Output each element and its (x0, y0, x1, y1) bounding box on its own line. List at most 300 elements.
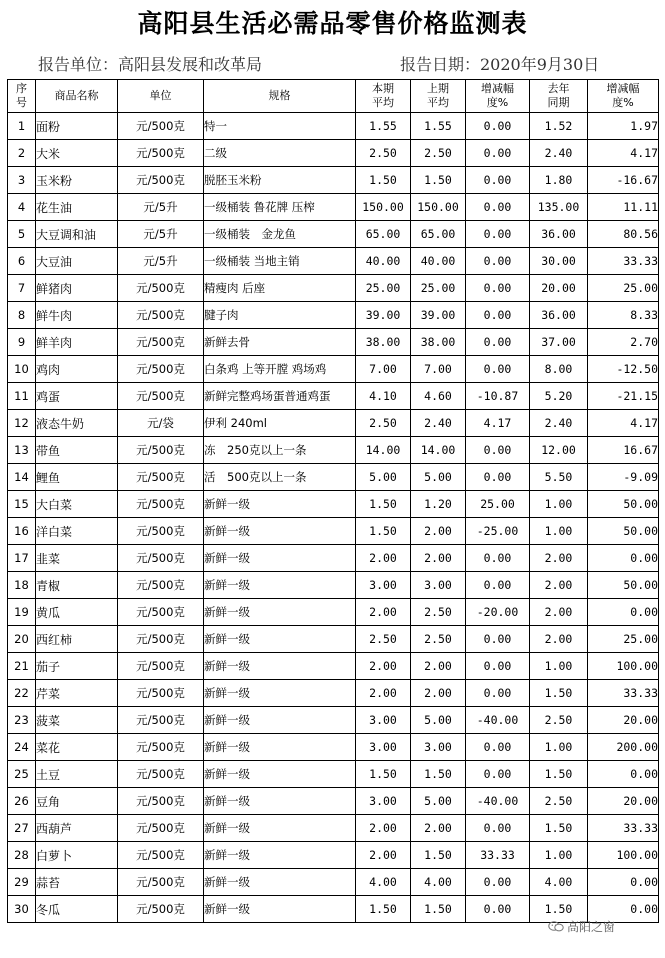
cell-idx: 25 (8, 761, 36, 788)
cell-change-pct: 0.00 (466, 680, 530, 707)
cell-unit: 元/500克 (118, 437, 204, 464)
cell-yoy-pct: 11.11 (588, 194, 659, 221)
cell-idx: 16 (8, 518, 36, 545)
cell-current-avg: 38.00 (356, 329, 411, 356)
table-row (8, 518, 659, 545)
cell-idx: 11 (8, 383, 36, 410)
cell-spec: 新鲜一级 (204, 707, 356, 734)
cell-change-pct: 0.00 (466, 275, 530, 302)
cell-unit: 元/500克 (118, 545, 204, 572)
cell-last-year: 1.50 (530, 815, 588, 842)
cell-prev-avg: 1.20 (411, 491, 466, 518)
table-row (8, 869, 659, 896)
cell-change-pct: -20.00 (466, 599, 530, 626)
table-row (8, 842, 659, 869)
cell-prev-avg: 40.00 (411, 248, 466, 275)
cell-unit: 元/5升 (118, 221, 204, 248)
header-current-avg: 本期平均 (356, 80, 411, 113)
table-row (8, 194, 659, 221)
cell-spec: 新鲜一级 (204, 788, 356, 815)
cell-name: 黄瓜 (36, 599, 118, 626)
cell-current-avg: 2.00 (356, 599, 411, 626)
cell-prev-avg: 25.00 (411, 275, 466, 302)
cell-spec: 脱胚玉米粉 (204, 167, 356, 194)
cell-yoy-pct: -9.09 (588, 464, 659, 491)
cell-yoy-pct: -12.50 (588, 356, 659, 383)
table-row (8, 410, 659, 437)
cell-idx: 5 (8, 221, 36, 248)
cell-last-year: 2.40 (530, 140, 588, 167)
cell-change-pct: 0.00 (466, 653, 530, 680)
cell-prev-avg: 2.50 (411, 599, 466, 626)
cell-last-year: 4.00 (530, 869, 588, 896)
cell-change-pct: 33.33 (466, 842, 530, 869)
table-row (8, 680, 659, 707)
cell-idx: 17 (8, 545, 36, 572)
cell-yoy-pct: 25.00 (588, 275, 659, 302)
table-row (8, 572, 659, 599)
cell-spec: 活 500克以上一条 (204, 464, 356, 491)
cell-last-year: 5.20 (530, 383, 588, 410)
cell-name: 西葫芦 (36, 815, 118, 842)
cell-change-pct: 25.00 (466, 491, 530, 518)
cell-current-avg: 1.50 (356, 761, 411, 788)
cell-idx: 3 (8, 167, 36, 194)
cell-current-avg: 25.00 (356, 275, 411, 302)
cell-yoy-pct: 1.97 (588, 113, 659, 140)
cell-yoy-pct: 0.00 (588, 896, 659, 923)
cell-current-avg: 3.00 (356, 734, 411, 761)
cell-name: 芹菜 (36, 680, 118, 707)
cell-unit: 元/500克 (118, 626, 204, 653)
cell-unit: 元/500克 (118, 707, 204, 734)
cell-change-pct: 0.00 (466, 437, 530, 464)
cell-change-pct: 0.00 (466, 464, 530, 491)
cell-idx: 2 (8, 140, 36, 167)
cell-unit: 元/500克 (118, 356, 204, 383)
cell-last-year: 2.50 (530, 788, 588, 815)
cell-unit: 元/500克 (118, 896, 204, 923)
cell-name: 鸡蛋 (36, 383, 118, 410)
cell-prev-avg: 2.00 (411, 815, 466, 842)
cell-spec: 新鲜一级 (204, 626, 356, 653)
cell-current-avg: 2.50 (356, 140, 411, 167)
cell-idx: 9 (8, 329, 36, 356)
cell-idx: 22 (8, 680, 36, 707)
cell-unit: 元/500克 (118, 761, 204, 788)
cell-yoy-pct: 100.00 (588, 842, 659, 869)
cell-unit: 元/500克 (118, 815, 204, 842)
cell-idx: 8 (8, 302, 36, 329)
cell-yoy-pct: 50.00 (588, 518, 659, 545)
cell-current-avg: 2.00 (356, 815, 411, 842)
cell-last-year: 2.00 (530, 599, 588, 626)
cell-last-year: 12.00 (530, 437, 588, 464)
cell-name: 青椒 (36, 572, 118, 599)
table-row (8, 788, 659, 815)
cell-current-avg: 2.50 (356, 410, 411, 437)
cell-prev-avg: 3.00 (411, 572, 466, 599)
cell-last-year: 2.00 (530, 626, 588, 653)
watermark-text: 高阳之窗 (567, 920, 616, 934)
cell-name: 鲜牛肉 (36, 302, 118, 329)
cell-yoy-pct: 8.33 (588, 302, 659, 329)
cell-idx: 13 (8, 437, 36, 464)
cell-spec: 一级桶装 金龙鱼 (204, 221, 356, 248)
cell-change-pct: 0.00 (466, 545, 530, 572)
header-change-pct: 增减幅度% (466, 80, 530, 113)
cell-spec: 精瘦肉 后座 (204, 275, 356, 302)
cell-idx: 4 (8, 194, 36, 221)
cell-idx: 1 (8, 113, 36, 140)
table-row (8, 167, 659, 194)
cell-name: 茄子 (36, 653, 118, 680)
cell-name: 菜花 (36, 734, 118, 761)
cell-name: 豆角 (36, 788, 118, 815)
cell-change-pct: 0.00 (466, 761, 530, 788)
cell-name: 大白菜 (36, 491, 118, 518)
cell-prev-avg: 5.00 (411, 788, 466, 815)
cell-name: 大豆调和油 (36, 221, 118, 248)
cell-current-avg: 14.00 (356, 437, 411, 464)
cell-current-avg: 1.50 (356, 518, 411, 545)
cell-last-year: 20.00 (530, 275, 588, 302)
cell-last-year: 1.00 (530, 491, 588, 518)
cell-change-pct: 0.00 (466, 194, 530, 221)
cell-unit: 元/500克 (118, 167, 204, 194)
cell-last-year: 30.00 (530, 248, 588, 275)
cell-unit: 元/500克 (118, 734, 204, 761)
cell-last-year: 36.00 (530, 221, 588, 248)
cell-unit: 元/5升 (118, 248, 204, 275)
cell-spec: 新鲜一级 (204, 815, 356, 842)
cell-name: 洋白菜 (36, 518, 118, 545)
cell-idx: 15 (8, 491, 36, 518)
cell-prev-avg: 2.00 (411, 680, 466, 707)
table-row (8, 140, 659, 167)
cell-unit: 元/500克 (118, 329, 204, 356)
cell-spec: 二级 (204, 140, 356, 167)
cell-spec: 特一 (204, 113, 356, 140)
cell-name: 鲜猪肉 (36, 275, 118, 302)
table-row (8, 383, 659, 410)
cell-idx: 27 (8, 815, 36, 842)
cell-last-year: 1.50 (530, 761, 588, 788)
cell-change-pct: 0.00 (466, 140, 530, 167)
cell-unit: 元/袋 (118, 410, 204, 437)
cell-change-pct: 0.00 (466, 167, 530, 194)
cell-prev-avg: 2.50 (411, 140, 466, 167)
cell-prev-avg: 4.00 (411, 869, 466, 896)
table-row (8, 707, 659, 734)
cell-prev-avg: 2.00 (411, 518, 466, 545)
cell-prev-avg: 4.60 (411, 383, 466, 410)
table-row (8, 761, 659, 788)
cell-name: 玉米粉 (36, 167, 118, 194)
cell-yoy-pct: 33.33 (588, 248, 659, 275)
cell-yoy-pct: 20.00 (588, 788, 659, 815)
table-row (8, 356, 659, 383)
cell-last-year: 1.50 (530, 896, 588, 923)
cell-last-year: 1.80 (530, 167, 588, 194)
cell-unit: 元/500克 (118, 842, 204, 869)
table-row (8, 437, 659, 464)
cell-unit: 元/500克 (118, 140, 204, 167)
cell-yoy-pct: 0.00 (588, 545, 659, 572)
cell-idx: 10 (8, 356, 36, 383)
cell-change-pct: -40.00 (466, 788, 530, 815)
header-idx: 序号 (8, 80, 36, 113)
cell-yoy-pct: 33.33 (588, 680, 659, 707)
cell-name: 面粉 (36, 113, 118, 140)
table-row (8, 113, 659, 140)
cell-prev-avg: 1.55 (411, 113, 466, 140)
cell-change-pct: 0.00 (466, 734, 530, 761)
cell-prev-avg: 14.00 (411, 437, 466, 464)
cell-name: 液态牛奶 (36, 410, 118, 437)
table-row (8, 329, 659, 356)
cell-change-pct: 0.00 (466, 302, 530, 329)
cell-change-pct: 0.00 (466, 248, 530, 275)
report-date: 报告日期：2020年9月30日 (400, 55, 600, 74)
cell-current-avg: 3.00 (356, 572, 411, 599)
cell-spec: 新鲜一级 (204, 869, 356, 896)
cell-unit: 元/500克 (118, 113, 204, 140)
header-unit: 单位 (118, 80, 204, 113)
table-row (8, 653, 659, 680)
price-table (7, 79, 659, 923)
cell-spec: 新鲜一级 (204, 653, 356, 680)
cell-spec: 伊利 240ml (204, 410, 356, 437)
cell-spec: 新鲜一级 (204, 734, 356, 761)
cell-spec: 新鲜一级 (204, 896, 356, 923)
cell-name: 花生油 (36, 194, 118, 221)
cell-unit: 元/5升 (118, 194, 204, 221)
cell-yoy-pct: 2.70 (588, 329, 659, 356)
cell-change-pct: 0.00 (466, 626, 530, 653)
table-row (8, 545, 659, 572)
cell-last-year: 2.40 (530, 410, 588, 437)
cell-prev-avg: 1.50 (411, 761, 466, 788)
cell-idx: 19 (8, 599, 36, 626)
cell-current-avg: 7.00 (356, 356, 411, 383)
table-row (8, 491, 659, 518)
cell-name: 蒜苔 (36, 869, 118, 896)
cell-change-pct: 4.17 (466, 410, 530, 437)
cell-change-pct: 0.00 (466, 572, 530, 599)
cell-last-year: 135.00 (530, 194, 588, 221)
cell-yoy-pct: -21.15 (588, 383, 659, 410)
cell-current-avg: 65.00 (356, 221, 411, 248)
cell-idx: 21 (8, 653, 36, 680)
cell-spec: 新鲜一级 (204, 680, 356, 707)
cell-last-year: 1.00 (530, 842, 588, 869)
cell-unit: 元/500克 (118, 302, 204, 329)
cell-spec: 新鲜去骨 (204, 329, 356, 356)
cell-current-avg: 5.00 (356, 464, 411, 491)
cell-name: 带鱼 (36, 437, 118, 464)
cell-idx: 29 (8, 869, 36, 896)
cell-spec: 新鲜一级 (204, 842, 356, 869)
cell-spec: 新鲜完整鸡场蛋普通鸡蛋 (204, 383, 356, 410)
cell-idx: 26 (8, 788, 36, 815)
header-name: 商品名称 (36, 80, 118, 113)
cell-yoy-pct: -16.67 (588, 167, 659, 194)
cell-change-pct: -40.00 (466, 707, 530, 734)
cell-last-year: 1.52 (530, 113, 588, 140)
report-unit: 报告单位：高阳县发展和改革局 (38, 55, 263, 74)
cell-idx: 7 (8, 275, 36, 302)
header-last-year: 去年同期 (530, 80, 588, 113)
cell-yoy-pct: 80.56 (588, 221, 659, 248)
cell-unit: 元/500克 (118, 518, 204, 545)
cell-idx: 6 (8, 248, 36, 275)
cell-idx: 12 (8, 410, 36, 437)
cell-yoy-pct: 16.67 (588, 437, 659, 464)
cell-prev-avg: 2.40 (411, 410, 466, 437)
cell-change-pct: 0.00 (466, 221, 530, 248)
cell-unit: 元/500克 (118, 788, 204, 815)
cell-prev-avg: 2.00 (411, 653, 466, 680)
cell-last-year: 2.50 (530, 707, 588, 734)
cell-current-avg: 39.00 (356, 302, 411, 329)
table-row (8, 248, 659, 275)
cell-prev-avg: 1.50 (411, 896, 466, 923)
header-spec: 规格 (204, 80, 356, 113)
cell-current-avg: 40.00 (356, 248, 411, 275)
cell-spec: 白条鸡 上等开膛 鸡场鸡 (204, 356, 356, 383)
cell-current-avg: 3.00 (356, 788, 411, 815)
cell-spec: 新鲜一级 (204, 545, 356, 572)
cell-change-pct: 0.00 (466, 329, 530, 356)
table-row (8, 734, 659, 761)
cell-change-pct: 0.00 (466, 869, 530, 896)
header-prev-avg: 上期平均 (411, 80, 466, 113)
cell-last-year: 5.50 (530, 464, 588, 491)
table-row (8, 275, 659, 302)
cell-prev-avg: 65.00 (411, 221, 466, 248)
cell-yoy-pct: 4.17 (588, 140, 659, 167)
cell-name: 韭菜 (36, 545, 118, 572)
cell-unit: 元/500克 (118, 464, 204, 491)
cell-last-year: 1.00 (530, 653, 588, 680)
table-row (8, 302, 659, 329)
cell-yoy-pct: 4.17 (588, 410, 659, 437)
cell-unit: 元/500克 (118, 491, 204, 518)
cell-last-year: 2.00 (530, 545, 588, 572)
cell-name: 西红柿 (36, 626, 118, 653)
cell-change-pct: -25.00 (466, 518, 530, 545)
cell-name: 鸡肉 (36, 356, 118, 383)
table-row (8, 626, 659, 653)
cell-unit: 元/500克 (118, 869, 204, 896)
table-header-row (8, 80, 659, 113)
cell-current-avg: 4.00 (356, 869, 411, 896)
cell-spec: 一级桶装 鲁花牌 压榨 (204, 194, 356, 221)
wechat-icon (548, 921, 564, 932)
cell-current-avg: 3.00 (356, 707, 411, 734)
cell-current-avg: 2.00 (356, 842, 411, 869)
cell-change-pct: -10.87 (466, 383, 530, 410)
cell-prev-avg: 3.00 (411, 734, 466, 761)
cell-last-year: 36.00 (530, 302, 588, 329)
cell-last-year: 37.00 (530, 329, 588, 356)
cell-change-pct: 0.00 (466, 815, 530, 842)
cell-yoy-pct: 0.00 (588, 761, 659, 788)
cell-last-year: 8.00 (530, 356, 588, 383)
cell-current-avg: 1.55 (356, 113, 411, 140)
cell-prev-avg: 38.00 (411, 329, 466, 356)
cell-yoy-pct: 25.00 (588, 626, 659, 653)
cell-yoy-pct: 0.00 (588, 869, 659, 896)
cell-idx: 24 (8, 734, 36, 761)
cell-idx: 14 (8, 464, 36, 491)
cell-yoy-pct: 50.00 (588, 491, 659, 518)
cell-prev-avg: 5.00 (411, 707, 466, 734)
cell-last-year: 1.00 (530, 734, 588, 761)
cell-spec: 新鲜一级 (204, 572, 356, 599)
cell-spec: 新鲜一级 (204, 599, 356, 626)
cell-spec: 新鲜一级 (204, 491, 356, 518)
cell-idx: 20 (8, 626, 36, 653)
cell-spec: 一级桶装 当地主销 (204, 248, 356, 275)
page-title: 高阳县生活必需品零售价格监测表 (137, 9, 528, 38)
cell-unit: 元/500克 (118, 680, 204, 707)
cell-current-avg: 1.50 (356, 491, 411, 518)
cell-prev-avg: 2.50 (411, 626, 466, 653)
cell-current-avg: 2.00 (356, 653, 411, 680)
cell-current-avg: 2.00 (356, 545, 411, 572)
cell-unit: 元/500克 (118, 599, 204, 626)
cell-prev-avg: 39.00 (411, 302, 466, 329)
cell-change-pct: 0.00 (466, 113, 530, 140)
cell-name: 菠菜 (36, 707, 118, 734)
cell-yoy-pct: 20.00 (588, 707, 659, 734)
cell-idx: 30 (8, 896, 36, 923)
cell-current-avg: 1.50 (356, 167, 411, 194)
table-row (8, 599, 659, 626)
cell-spec: 冻 250克以上一条 (204, 437, 356, 464)
cell-unit: 元/500克 (118, 572, 204, 599)
cell-unit: 元/500克 (118, 275, 204, 302)
cell-prev-avg: 1.50 (411, 842, 466, 869)
cell-spec: 新鲜一级 (204, 761, 356, 788)
cell-name: 鲜羊肉 (36, 329, 118, 356)
table-row (8, 221, 659, 248)
cell-yoy-pct: 200.00 (588, 734, 659, 761)
watermark (548, 918, 615, 935)
cell-current-avg: 2.00 (356, 680, 411, 707)
cell-spec: 新鲜一级 (204, 518, 356, 545)
cell-idx: 18 (8, 572, 36, 599)
table-row (8, 464, 659, 491)
cell-last-year: 1.50 (530, 680, 588, 707)
cell-change-pct: 0.00 (466, 896, 530, 923)
cell-prev-avg: 2.00 (411, 545, 466, 572)
cell-prev-avg: 7.00 (411, 356, 466, 383)
cell-unit: 元/500克 (118, 383, 204, 410)
cell-prev-avg: 1.50 (411, 167, 466, 194)
cell-name: 白萝卜 (36, 842, 118, 869)
table-row (8, 815, 659, 842)
cell-yoy-pct: 100.00 (588, 653, 659, 680)
cell-name: 大米 (36, 140, 118, 167)
cell-spec: 腱子肉 (204, 302, 356, 329)
cell-current-avg: 1.50 (356, 896, 411, 923)
cell-current-avg: 150.00 (356, 194, 411, 221)
cell-current-avg: 4.10 (356, 383, 411, 410)
cell-idx: 23 (8, 707, 36, 734)
